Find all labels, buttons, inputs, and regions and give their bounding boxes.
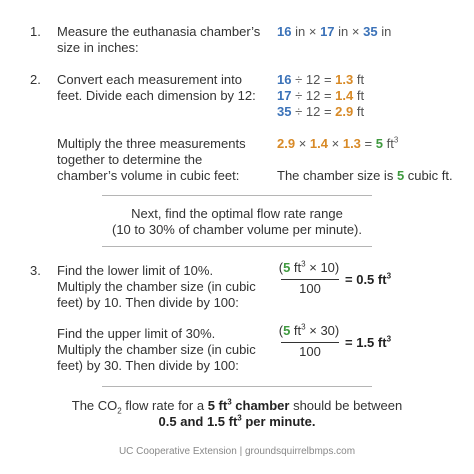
upper-paren: (	[278, 323, 284, 338]
volume-result: 5	[375, 136, 383, 151]
ft-1: ft	[356, 72, 365, 87]
row2-feet: 1.4	[335, 88, 354, 103]
row1-feet: 1.3	[335, 72, 354, 87]
conclusion-pre: The CO	[71, 398, 118, 413]
multiply-text-line3: chamber’s volume in cubic feet:	[57, 168, 240, 183]
row3-inches: 35	[277, 104, 292, 119]
conclusion-bold1-tail: chamber	[231, 398, 290, 413]
lower-equals: =	[345, 272, 353, 287]
volume-unit-sup: 3	[393, 135, 399, 145]
conclusion-line2-tail: per minute.	[241, 414, 316, 429]
upper-denominator: 100	[299, 344, 321, 359]
upper-result-value: 1.5 ft	[356, 335, 387, 350]
footer	[0, 446, 474, 457]
row3-feet: 2.9	[335, 104, 354, 119]
lower-result-value: 0.5 ft	[356, 272, 387, 287]
dim-35: 35	[363, 24, 378, 39]
volume-equation: 2.9 × 1.4 × 1.3 = 5 $ft^3$	[277, 135, 399, 151]
equals-1: =	[323, 72, 332, 87]
row1-inches: 16	[277, 72, 292, 87]
lower-paren: (	[278, 260, 284, 275]
ft-3: ft	[356, 104, 365, 119]
size-prefix: The chamber size is	[277, 168, 397, 183]
step1-text-line1: Measure the euthanasia chamber’s	[57, 24, 261, 39]
divider-bottom	[102, 386, 372, 387]
upper-unit: ft	[290, 323, 302, 338]
divide-1: ÷	[295, 72, 303, 87]
lower-text-line2: Multiply the chamber size (in cubic	[57, 279, 256, 294]
upper-factor: 30)	[320, 323, 340, 338]
upper-result-sup: 3	[386, 334, 392, 344]
footer-org: UC Cooperative Extension	[118, 446, 237, 457]
step2-text-line1: Convert each measurement into	[57, 72, 242, 87]
upper-text-line2: Multiply the chamber size (in cubic	[57, 342, 256, 357]
flow-note-line2: (10 to 30% of chamber volume per minute).	[111, 222, 362, 237]
divider-middle	[102, 246, 372, 247]
upper-text-line3: feet) by 30. Then divide by 100:	[57, 358, 239, 373]
lower-result-sup: 3	[386, 271, 392, 281]
ft-2: ft	[356, 88, 365, 103]
lower-value: 5	[283, 260, 291, 275]
row1-divisor: 12	[305, 72, 321, 87]
conclusion-sub: 2	[117, 406, 122, 416]
times-1: ×	[308, 24, 317, 39]
dim-17: 17	[320, 24, 335, 39]
multiply-text-line2: together to determine the	[57, 152, 203, 167]
divide-3: ÷	[295, 104, 303, 119]
conclusion-bold1: 5 ft	[207, 398, 228, 413]
unit-in-1: in	[295, 24, 306, 39]
step1-dimensions	[277, 24, 391, 40]
factor-3: 1.3	[342, 136, 361, 151]
step1-text-line2: size in inches:	[57, 40, 139, 55]
row3-divisor: 12	[305, 104, 321, 119]
lower-result	[345, 272, 391, 288]
row2-divisor: 12	[305, 88, 321, 103]
conclusion-line2	[0, 414, 474, 430]
step2-number: 2.	[30, 72, 41, 87]
dim-16: 16	[277, 24, 292, 39]
upper-value: 5	[283, 323, 291, 338]
upper-equals: =	[345, 335, 353, 350]
upper-text-line1: Find the upper limit of 30%.	[57, 326, 216, 341]
upper-fraction-bar	[281, 342, 339, 343]
conversion-row-1	[277, 72, 364, 88]
lower-unit-sup: 3	[301, 259, 306, 269]
chamber-size-statement	[277, 168, 453, 184]
unit-in-2: in	[338, 24, 349, 39]
step2-text-line2: feet. Divide each dimension by 12:	[57, 88, 256, 103]
lower-factor: 10)	[320, 260, 340, 275]
divide-2: ÷	[295, 88, 303, 103]
equals-2: =	[323, 88, 332, 103]
lower-fraction-bar	[281, 279, 339, 280]
volume-unit: ft	[386, 136, 394, 151]
step1-number: 1.	[30, 24, 41, 39]
footer-sep: |	[239, 446, 243, 457]
lower-text-line3: feet) by 10. Then divide by 100:	[57, 295, 239, 310]
lower-denominator: 100	[299, 281, 321, 296]
upper-unit-sup: 3	[301, 322, 306, 332]
conclusion-line2-bold: 0.5 and 1.5 ft	[158, 414, 238, 429]
upper-times: ×	[309, 323, 317, 338]
equals-3: =	[323, 104, 332, 119]
upper-result	[345, 335, 391, 351]
multiply-text-line1: Multiply the three measurements	[57, 136, 246, 151]
conclusion-line2-sup: 3	[237, 413, 242, 423]
step3-number: 3.	[30, 263, 41, 278]
conclusion-bold1-sup: 3	[227, 397, 232, 407]
conclusion-post: should be between	[289, 398, 403, 413]
factor-1: 2.9	[277, 136, 296, 151]
lower-times: ×	[309, 260, 317, 275]
times-2: ×	[351, 24, 360, 39]
size-value: 5	[396, 168, 405, 183]
size-suffix: cubic ft.	[404, 168, 453, 183]
lower-numerator	[275, 260, 343, 276]
conclusion-line1	[0, 398, 474, 414]
unit-in-3: in	[381, 24, 392, 39]
lower-unit: ft	[290, 260, 302, 275]
lower-text-line1: Find the lower limit of 10%.	[57, 263, 214, 278]
conversion-row-2	[277, 88, 364, 104]
divider-top	[102, 195, 372, 196]
factor-2: 1.4	[309, 136, 328, 151]
conclusion-mid: flow rate for a	[121, 398, 208, 413]
conversion-row-3	[277, 104, 364, 120]
row2-inches: 17	[277, 88, 292, 103]
footer-site: groundsquirrelbmps.com	[244, 446, 356, 457]
flow-note-line1: Next, find the optimal flow rate range	[131, 206, 343, 221]
upper-numerator	[275, 323, 343, 339]
